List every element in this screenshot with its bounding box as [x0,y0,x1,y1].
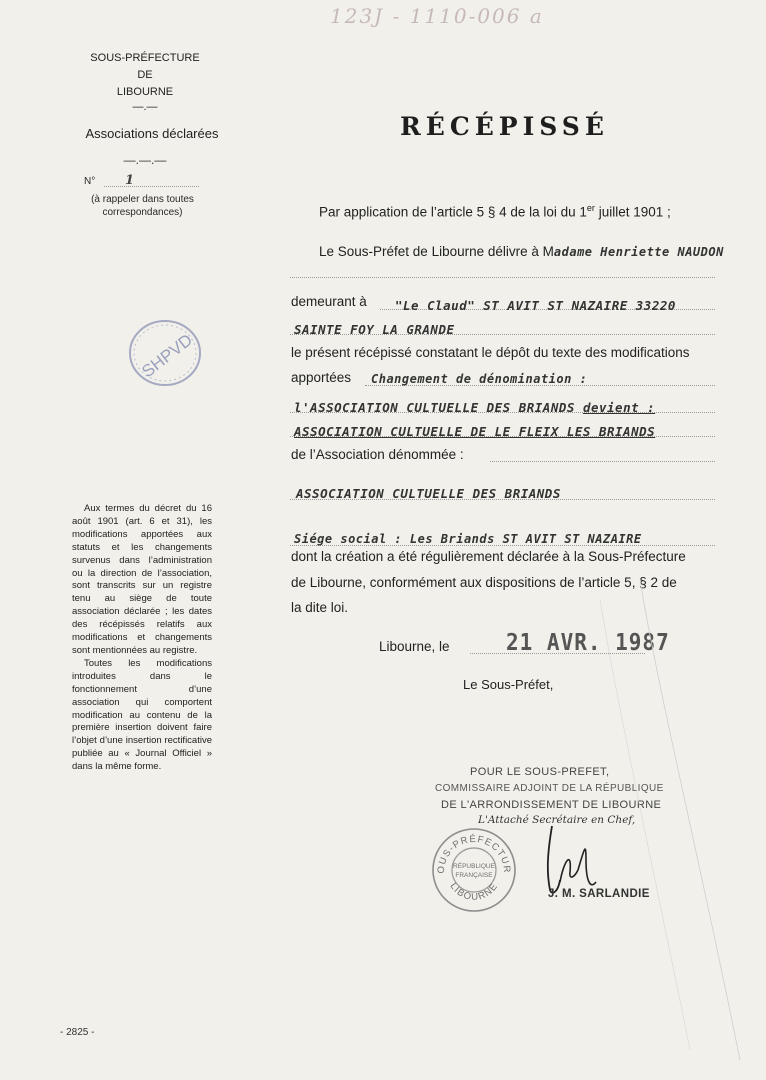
notice-paragraph-2: Toutes les modifications introduites dans le fonctionnement d’une association qui comportent modification au contenu de la première insertion doivent faire l’objet d’une insertion rectificative publiée au « Journal Officiel » dans la même forme. [72,657,212,773]
intro-before: Par application de l’article 5 § 4 de la loi du 1 [319,204,587,220]
association-label: de l’Association dénommée : [291,447,464,462]
recipient-name: adame Henriette NAUDON [553,245,724,259]
signatory-name: J. M. SARLANDIE [548,888,650,900]
stamp-text: SHPVD [138,330,197,382]
seal-ring-bottom: LIBOURNE [447,880,501,903]
changes-label: apportées [291,370,352,385]
new-name-line: ASSOCIATION CULTUELLE DE LE FLEIX LES BRIANDS [294,424,656,439]
page-number: - 2825 - [60,1027,95,1038]
office-line-2: DE [137,69,153,81]
association-name: ASSOCIATION CULTUELLE DES BRIANDS [296,486,561,501]
number-note-line-1: (à rappeler dans toutes [91,194,194,205]
signatory-title: Le Sous-Préfet, [463,677,554,692]
section-title: Associations déclarées [85,126,219,141]
residence-label: demeurant à [291,294,367,309]
archive-reference: 123J - 1110-006 a [330,4,544,28]
signature-line-1: POUR LE SOUS-PREFET, [470,766,610,778]
number-note-line-2: correspondances) [102,207,183,218]
signature-line-2: COMMISSAIRE ADJOINT DE LA RÉPUBLIQUE [435,783,664,794]
number-label: N° [84,176,96,187]
seal-center-line-1: RÉPUBLIQUE [453,863,495,870]
signature-line-3: DE L'ARRONDISSEMENT DE LIBOURNE [441,799,662,811]
seal-ring-top: OUS-PRÉFECTUR [435,833,513,874]
notice-paragraph-1: Aux termes du décret du 16 août 1901 (art. 6 et 31), les modifications apportées aux statuts et les changements survenus dans l’administration ou la direction de l’association, sont transcrits sur un registre tenu au siège de toute association déclarée ; les dates des récépissés relatifs aux modifications et changements sont mentionnées au registre. [72,503,212,656]
declared-line-1: dont la création a été régulièrement déclarée à la Sous-Préfecture [291,549,686,564]
receipt-text: le présent récépissé constatant le dépôt du texte des modifications [291,345,690,360]
number-value: 1 [125,173,135,188]
seal-center-line-2: FRANÇAISE [455,872,493,879]
place-label: Libourne, le [379,639,450,654]
declared-line-3: la dite loi. [291,600,349,615]
becomes-text: devient : [582,400,656,415]
declared-line-2: de Libourne, conformément aux dispositions de l’article 5, § 2 de [291,575,677,590]
office-line-1: SOUS-PRÉFECTURE [90,52,200,64]
intro-sup: er [586,203,595,213]
office-line-3: LIBOURNE [116,86,174,98]
intro-after: juillet 1901 ; [594,204,671,220]
address-line-2: SAINTE FOY LA GRANDE [294,322,455,337]
old-name: l'ASSOCIATION CULTUELLE DES BRIANDS [294,400,575,415]
date-stamp: 21 AVR. 1987 [506,629,670,656]
changes-value: Changement de dénomination : [371,372,588,386]
section-separator: —.—.— [123,153,167,167]
office-separator: —.— [132,101,158,113]
signature-line-4: L'Attaché Secrétaire en Chef, [478,814,636,826]
registered-seat: Siége social : Les Briands ST AVIT ST NAZAIRE [294,532,642,546]
deliver-label: Le Sous-Préfet de Libourne délivre à M [319,244,554,259]
document-title: RÉCÉPISSÉ [400,112,609,141]
address-line-1: "Le Claud" ST AVIT ST NAZAIRE 33220 [395,298,676,313]
